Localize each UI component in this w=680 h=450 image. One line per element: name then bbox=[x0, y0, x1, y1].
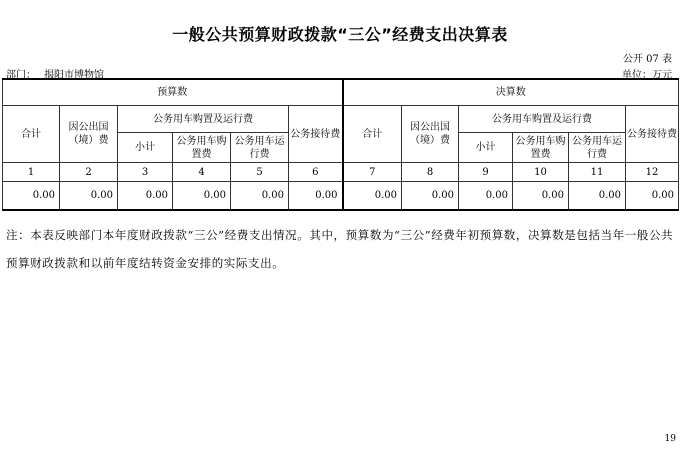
header-budget-group: 预算数 bbox=[3, 79, 343, 106]
value-cell: 0.00 bbox=[60, 182, 118, 211]
header-budget-abroad: 因公出国（境）费 bbox=[60, 106, 118, 163]
header-budget-vehicle-purchase: 公务用车购置费 bbox=[173, 133, 231, 163]
header-budget-total: 合计 bbox=[3, 106, 60, 163]
column-number: 3 bbox=[118, 163, 173, 182]
value-cell: 0.00 bbox=[231, 182, 289, 211]
header-final-vehicle-purchase: 公务用车购置费 bbox=[513, 133, 569, 163]
header-budget-subtotal: 小计 bbox=[118, 133, 173, 163]
column-number: 10 bbox=[513, 163, 569, 182]
header-final-group: 决算数 bbox=[343, 79, 679, 106]
column-number: 8 bbox=[402, 163, 459, 182]
value-cell: 0.00 bbox=[402, 182, 459, 211]
header-final-reception: 公务接待费 bbox=[626, 106, 679, 163]
page-title: 一般公共预算财政拨款“三公”经费支出决算表 bbox=[172, 25, 508, 44]
header-budget-reception: 公务接待费 bbox=[289, 106, 343, 163]
value-cell: 0.00 bbox=[118, 182, 173, 211]
header-final-total: 合计 bbox=[343, 106, 402, 163]
column-number: 6 bbox=[289, 163, 343, 182]
column-number-row bbox=[3, 163, 679, 182]
value-cell: 0.00 bbox=[343, 182, 402, 211]
department-label: 部门： bbox=[6, 70, 36, 81]
value-cell: 0.00 bbox=[173, 182, 231, 211]
column-number: 2 bbox=[60, 163, 118, 182]
three-public-expense-table bbox=[2, 78, 679, 211]
column-number: 12 bbox=[626, 163, 679, 182]
value-cell: 0.00 bbox=[289, 182, 343, 211]
header-final-subtotal: 小计 bbox=[459, 133, 513, 163]
header-final-vehicle-operation: 公务用车运行费 bbox=[569, 133, 626, 163]
value-cell: 0.00 bbox=[569, 182, 626, 211]
column-number: 1 bbox=[3, 163, 60, 182]
value-cell: 0.00 bbox=[626, 182, 679, 211]
footnote: 注：本表反映部门本年度财政拨款“三公”经费支出情况。其中，预算数为“三公”经费年初预算数，决算数是包括当年一般公共预算财政拨款和以前年度结转资金安排的实际支出。 bbox=[6, 228, 674, 270]
header-final-vehicle-group: 公务用车购置及运行费 bbox=[459, 106, 626, 133]
value-cell: 0.00 bbox=[3, 182, 60, 211]
page-number: 19 bbox=[664, 434, 676, 444]
header-final-abroad: 因公出国（境）费 bbox=[402, 106, 459, 163]
unit-label: 单位：万元 bbox=[622, 70, 672, 81]
table-row bbox=[3, 182, 679, 211]
column-number: 9 bbox=[459, 163, 513, 182]
value-cell: 0.00 bbox=[459, 182, 513, 211]
header-budget-vehicle-group: 公务用车购置及运行费 bbox=[118, 106, 289, 133]
form-code: 公开 07 表 bbox=[622, 54, 672, 65]
value-cell: 0.00 bbox=[513, 182, 569, 211]
header-budget-vehicle-operation: 公务用车运行费 bbox=[231, 133, 289, 163]
column-number: 11 bbox=[569, 163, 626, 182]
column-number: 5 bbox=[231, 163, 289, 182]
column-number: 7 bbox=[343, 163, 402, 182]
department-name: 揭阳市博物馆 bbox=[44, 70, 104, 81]
column-number: 4 bbox=[173, 163, 231, 182]
